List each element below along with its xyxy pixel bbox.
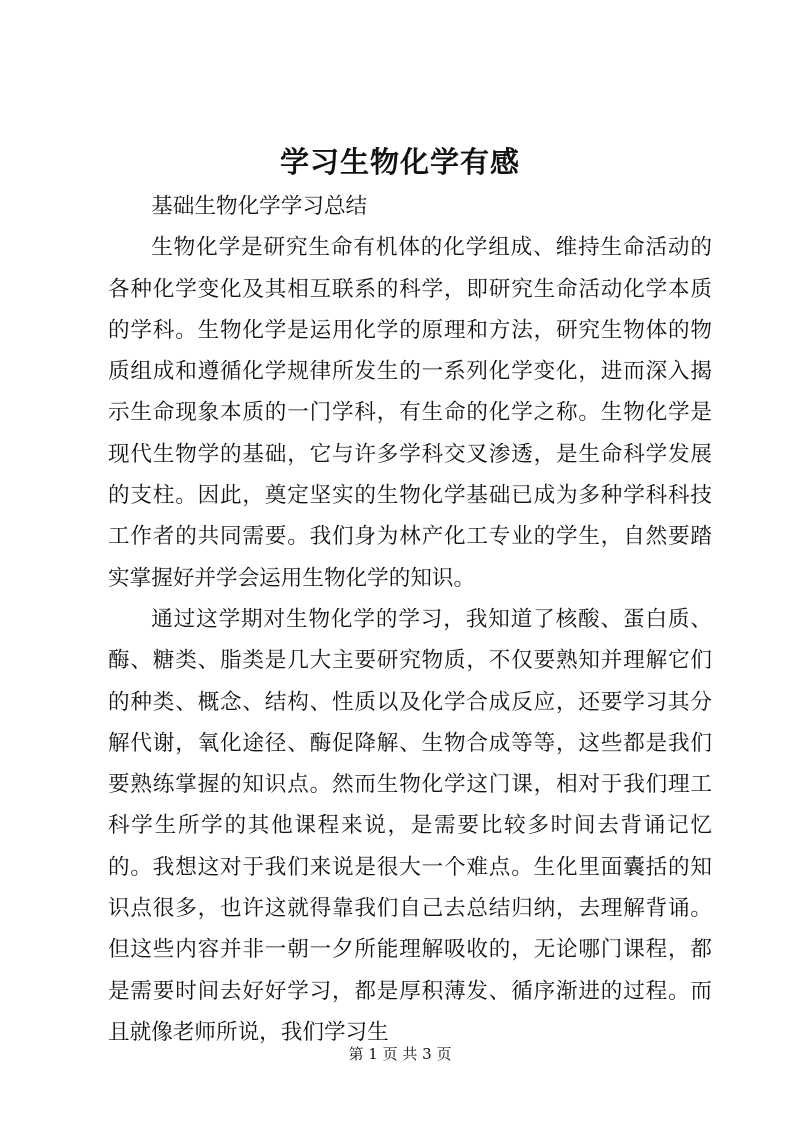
paragraph-2: 通过这学期对生物化学的学习，我知道了核酸、蛋白质、酶、糖类、脂类是几大主要研究物质，不仅要熟知并理解它们的种类、概念、结构、性质以及化学合成反应，还要学习其分解代谢，氧化途径、酶促降解、生物合成等等，这些都是我们要熟练掌握的知识点。然而生物化学这门课，相对于我们理工科学生所学的其他课程来说，是需要比较多时间去背诵记忆的。我想这对于我们来说是很大一个难点。生化里面囊括的知识点很多，也许这就得靠我们自己去总结归纳，去理解背诵。但这些内容并非一朝一夕所能理解吸收的，无论哪门课程，都是需要时间去好好学习，都是厚积薄发、循序渐进的过程。而且就像老师所说，我们学习生 xyxy=(108,606,712,1045)
document-body xyxy=(108,186,712,1053)
document-subtitle: 基础生物化学学习总结 xyxy=(151,194,368,219)
page-footer: 第 1 页 共 3 页 xyxy=(348,1045,452,1063)
page-title: 学习生物化学有感 xyxy=(279,145,520,179)
paragraph-1: 生物化学是研究生命有机体的化学组成、维持生命活动的各种化学变化及其相互联系的科学，即研究生命活动化学本质的学科。生物化学是运用化学的原理和方法，研究生物体的物质组成和遵循化学规律所发生的一系列化学变化，进而深入揭示生命现象本质的一门学科，有生命的化学之称。生物化学是现代生物学的基础，它与许多学科交叉渗透，是生命科学发展的支柱。因此，奠定坚实的生物化学基础已成为多种学科科技工作者的共同需要。我们身为林产化工专业的学生，自然要踏实掌握好并学会运用生物化学的知识。 xyxy=(108,235,712,591)
